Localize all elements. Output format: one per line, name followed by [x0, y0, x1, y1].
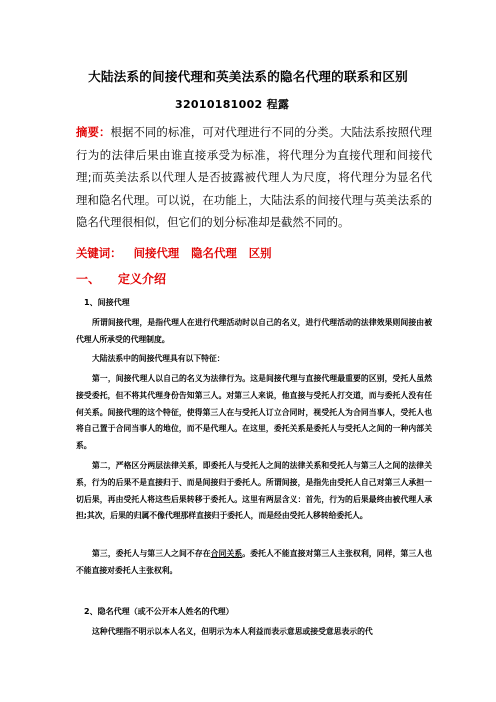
paragraph: 这种代理指不明示以本人名义，但明示为本人利益而表示意思或接受意思表示的代 [92, 627, 373, 636]
section-heading [76, 270, 166, 287]
keyword-item: 区别 [248, 246, 272, 260]
document-title: 大陆法系的间接代理和英美法系的隐名代理的联系和区别 [88, 69, 408, 84]
keywords-label: 关键词： [76, 246, 122, 260]
paragraph: 第一，间接代理人以自己的名义为法律行为。这是间接代理与直接代理最重要的区别，受托人虽然接受委托，但不将其代理身份告知第三人。对第三人来说，他直接与受托人打交道，而与委托人没有任何关系。间接代理的这个特征，使得第三人在与受托人订立合同时，视受托人为合同当事人，受托人也将自己置于合同当事人的地位，而不是代理人。在这里，委托关系是委托人与受托人之间的一种内部关系。 [76, 374, 432, 451]
abstract [76, 121, 432, 234]
paragraph [76, 546, 432, 580]
paragraph: 第二，严格区分两层法律关系，即委托人与受托人之间的法律关系和受托人与第三人之间的法律关系，行为的后果不是直接归于、而是间接归于委托人。所谓间接，是指先由受托人自己对第三人承担一切后果，再由受托人将这些后果转移于委托人。这里有两层含义：首先，行为的后果最终由被代理人承担;其次，后果的归属不像代理那样直接归于委托人，而是经由受托人移转给委托人。 [76, 461, 432, 521]
section-number: 一、 [76, 272, 101, 286]
paragraph-text: 第三，委托人与第三人之间不存在 [92, 549, 211, 558]
paragraph: 所谓间接代理，是指代理人在进行代理活动时以自己的名义，进行代理活动的法律效果则间接由被代理人所承受的代理制度。 [76, 318, 432, 344]
keyword-item: 隐名代理 [191, 246, 237, 260]
paragraph: 大陆法系中的间接代理具有以下特征： [92, 354, 225, 363]
abstract-label: 摘要： [76, 125, 111, 139]
section-title: 定义介绍 [118, 272, 167, 286]
keywords-line [76, 245, 272, 261]
paragraph-text: 。委托人不能直接对第三人主张权利，同样，第三人也不能直接对委托人主张权利。 [76, 549, 433, 575]
subheading-undisclosed-agency: 2、隐名代理（或不公开本人姓名的代理） [84, 607, 234, 616]
contract-relation-link[interactable]: 合同关系 [210, 549, 243, 558]
subheading-indirect-agency: 1、间接代理 [84, 298, 130, 307]
keyword-item: 间接代理 [133, 246, 180, 260]
author-line: 32010181002 程露 [175, 98, 290, 111]
abstract-text: 根据不同的标准，可对代理进行不同的分类。大陆法系按照代理行为的法律后果由谁直接承受为标准，将代理分为直接代理和间接代理;而英美法系以代理人是否披露被代理人为尺度，将代理分为显名代理和隐名代理。可以说，在功能上，大陆法系的间接代理与英美法系的隐名代理很相似，但它们的划分标准却是截然不同的。 [76, 125, 432, 230]
